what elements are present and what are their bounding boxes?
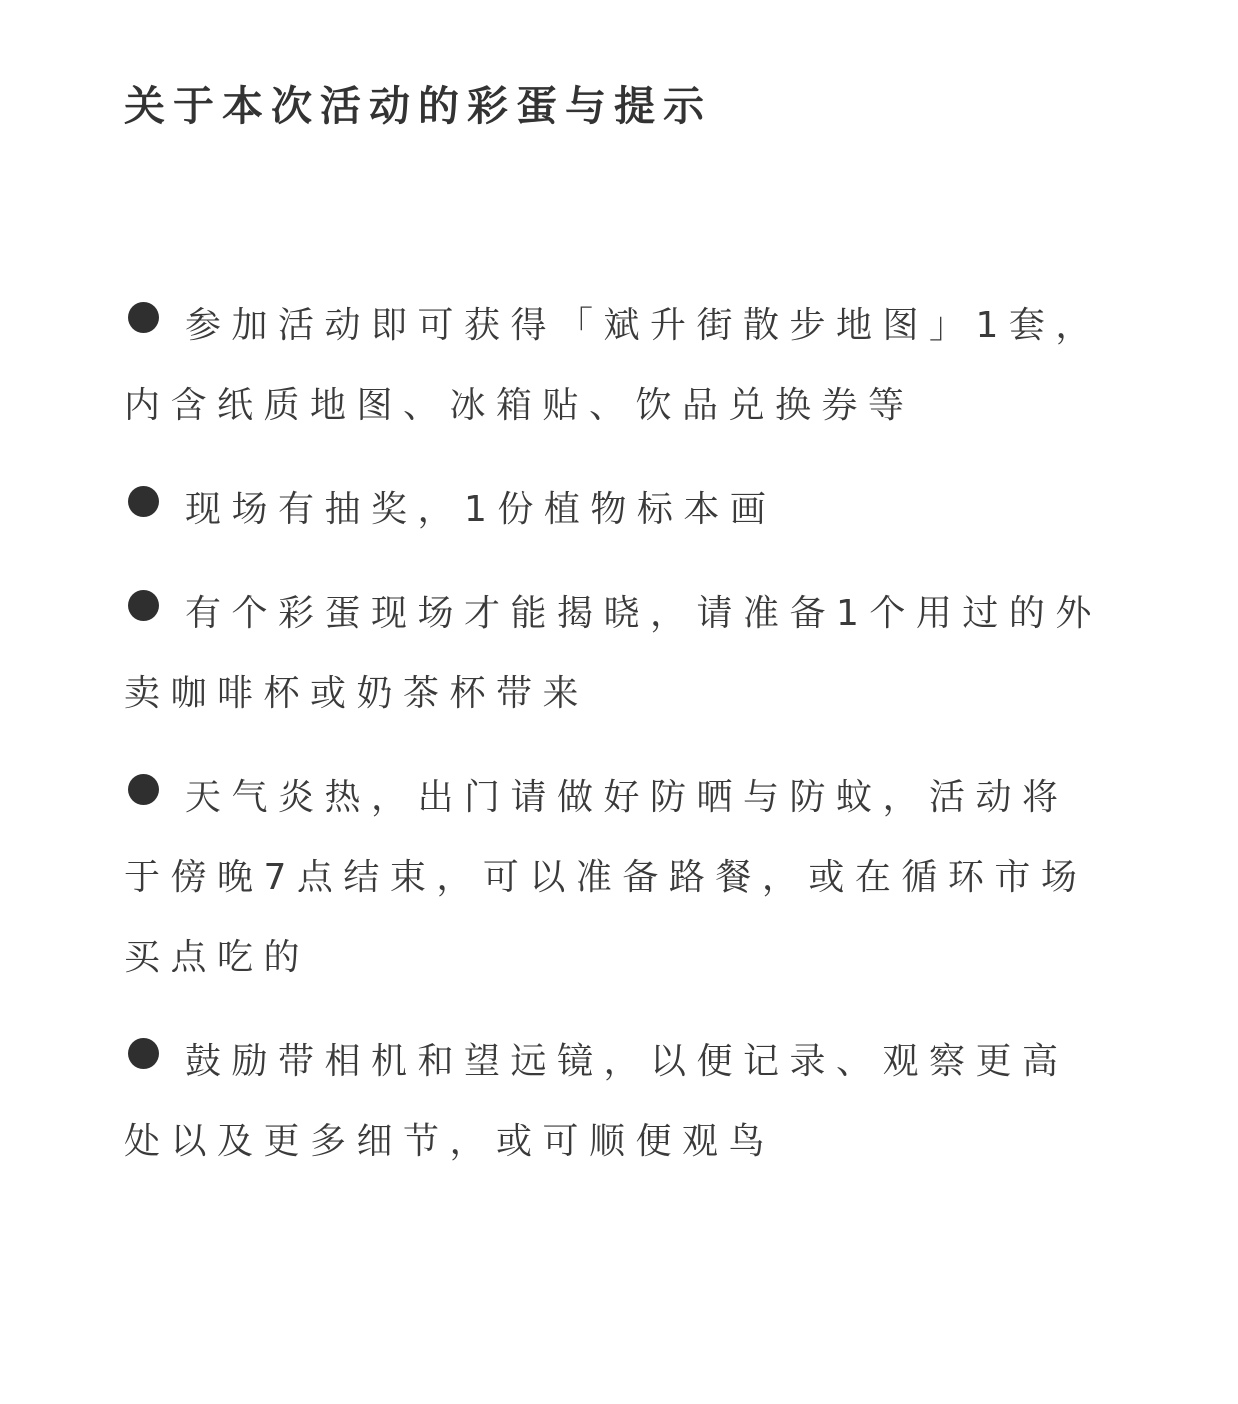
bullet-dot-icon: [128, 302, 159, 333]
tip-text: 参加活动即可获得「斌升街散步地图」1套，内含纸质地图、冰箱贴、饮品兑换券等: [124, 305, 1102, 426]
page-title: 关于本次活动的彩蛋与提示: [124, 82, 712, 130]
tip-text: 鼓励带相机和望远镜，以便记录、观察更高处以及更多细节，或可顺便观鸟: [124, 1041, 1069, 1162]
bullet-dot-icon: [128, 774, 159, 805]
list-item: [124, 758, 1114, 998]
tip-text: 天气炎热，出门请做好防晒与防蚊，活动将于傍晚7点结束，可以准备路餐，或在循环市场买点吃的: [124, 777, 1088, 978]
tips-list: [124, 286, 1114, 1206]
bullet-dot-icon: [128, 590, 159, 621]
tip-text: 有个彩蛋现场才能揭晓，请准备1个用过的外卖咖啡杯或奶茶杯带来: [124, 593, 1102, 714]
list-item: [124, 1022, 1114, 1182]
bullet-dot-icon: [128, 486, 159, 517]
page: [124, 0, 1114, 1404]
list-item: [124, 286, 1114, 446]
bullet-dot-icon: [128, 1038, 159, 1069]
list-item: [124, 470, 1114, 550]
tip-text: 现场有抽奖，1份植物标本画: [185, 489, 777, 530]
list-item: [124, 574, 1114, 734]
